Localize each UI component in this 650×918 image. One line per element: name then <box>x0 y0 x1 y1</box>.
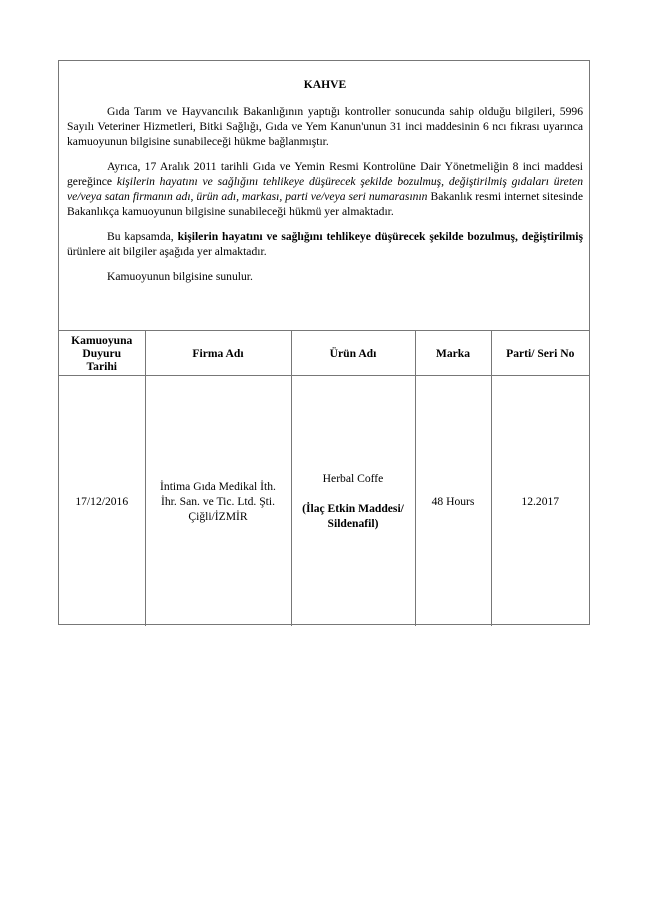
cell-date: 17/12/2016 <box>59 376 145 627</box>
product-spacer <box>296 486 411 501</box>
header-date-line-1: Kamuoyuna <box>71 333 133 347</box>
header-company: Firma Adı <box>145 331 291 376</box>
document-frame <box>58 60 590 625</box>
header-date-line-3: Tarihi <box>86 359 117 373</box>
table-header-row <box>59 331 589 376</box>
table-row <box>59 376 589 627</box>
header-lot: Parti/ Seri No <box>491 331 589 376</box>
paragraph-regulation-italic: kişilerin hayatını ve sağlığını tehlikeye düşürecek şekilde bozulmuş, değiştirilmiş gıdaları üreten ve/veya satan firmanın adı, ürün adı, markası, parti ve/veya seri numarasının <box>67 175 583 203</box>
paragraph-regulation <box>67 159 583 219</box>
company-line-2: İhr. San. ve Tic. Ltd. Şti. <box>160 494 276 508</box>
cell-company <box>145 376 291 627</box>
company-line-1: İntima Gıda Medikal İth. <box>160 479 276 493</box>
header-brand: Marka <box>415 331 491 376</box>
paragraph-scope-bold: kişilerin hayatını ve sağlığını tehlikeye düşürecek şekilde bozulmuş, değiştirilmiş <box>177 230 583 243</box>
paragraph-legal-basis: Gıda Tarım ve Hayvancılık Bakanlığının yaptığı kontroller sonucunda sahip olduğu bilgileri, 5996 Sayılı Veteriner Hizmetleri, Bitki Sağlığı, Gıda ve Yem Kanun'unun 31 inci maddesinin 6 ncı fıkrası uyarınca kamuoyunun bilgisine sunabileceği hükme bağlanmıştır. <box>67 105 583 148</box>
header-date-line-2: Duyuru <box>82 346 122 360</box>
product-name: Herbal Coffe <box>322 472 384 485</box>
document-title: KAHVE <box>303 78 347 91</box>
product-substance-line-2: Sildenafil) <box>327 517 379 530</box>
company-line-3: Çiğli/İZMİR <box>188 509 248 523</box>
paragraph-closing: Kamuoyunun bilgisine sunulur. <box>107 270 253 283</box>
header-date <box>59 331 145 376</box>
paragraph-regulation-text-2: Bakanlık resmi internet sitesinde Bakanlıkça kamuoyunun bilgisine sunabileceği hükmü yer almaktadır. <box>67 190 583 218</box>
paragraph-scope <box>67 229 583 259</box>
product-substance-line-1: (İlaç Etkin Maddesi/ <box>302 502 404 515</box>
intro-section <box>59 61 589 330</box>
cell-brand: 48 Hours <box>415 376 491 627</box>
paragraph-scope-text-2: ürünlere ait bilgiler aşağıda yer almaktadır. <box>67 245 267 258</box>
cell-lot: 12.2017 <box>491 376 589 627</box>
header-product: Ürün Adı <box>291 331 415 376</box>
cell-product <box>291 376 415 627</box>
paragraph-scope-text-1: Bu kapsamda, <box>107 230 178 243</box>
product-table <box>59 330 589 626</box>
paragraph-regulation-text-1: Ayrıca, 17 Aralık 2011 tarihli Gıda ve Yemin Resmi Kontrolüne Dair Yönetmeliğin 8 inci maddesi gereğince <box>67 160 583 188</box>
